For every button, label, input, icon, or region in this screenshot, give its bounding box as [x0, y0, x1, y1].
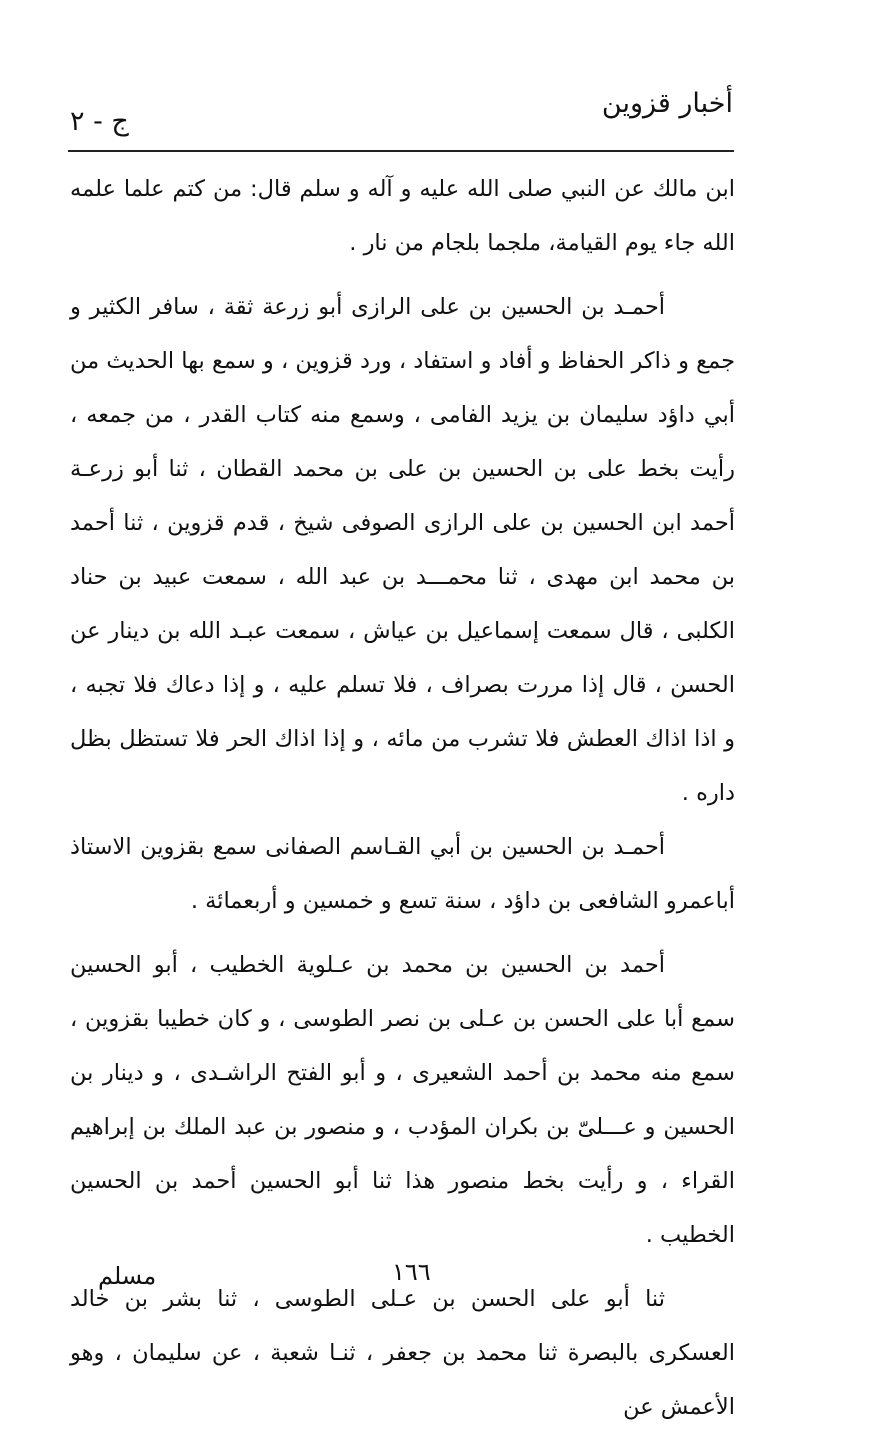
catchword: مسلم [98, 1262, 157, 1290]
paragraph-isnad: ثنا أبو على الحسن بن عـلى الطوسى ، ثنا بشر بن خالد العسكرى بالبصرة ثنا محمد بن جعفر ، ثنـا شعبة ، عن سليمان ، وهو الأعمش عن [70, 1286, 735, 1420]
header-divider [68, 150, 734, 152]
paragraph-entry-abu-zura: أحمـد بن الحسين بن على الرازى أبو زرعة ثقة ، سافر الكثير و جمع و ذاكر الحفاظ و أفاد و استفاد ، ورد قزوين ، و سمع بها الحديث من أبي داؤد سليمان بن يزيد الفامى ، وسمع منه كتاب القدر ، من جمعه ، رأيت بخط على بن الحسين بن على بن محمد القطان ، ثنا أبو زرعـة أحمد ابن الحسين بن على الرازى الصوفى شيخ ، قدم قزوين ، ثنا أحمد بن محمد ابن مهدى ، ثنا محمـــد بن عبد الله ، سمعت عبيد بن حناد الكلبى ، قال سمعت إسماعيل بن عياش ، سمعت عبـد الله بن دينار عن الحسن ، قال إذا مررت بصراف ، فلا تسلم عليه ، و إذا دعاك فلا تجبه ، و اذا اذاك العطش فلا تشرب من مائه ، و إذا اذاك الحر فلا تستظل بظل داره . [70, 294, 735, 806]
paragraph-entry-saffani: أحمـد بن الحسين بن أبي القـاسم الصفانى سمع بقزوين الاستاذ أباعمرو الشافعى بن داؤد ، سنة تسع و خمسين و أربعمائة . [70, 834, 735, 914]
running-head-volume: ج - ٢ [70, 106, 129, 137]
paragraph-entry-ibn-alawiya: أحمد بن الحسين بن محمد بن عـلوية الخطيب ، أبو الحسين سمع أبا على الحسن بن عـلى بن نصر الطوسى ، و كان خطيبا بقزوين ، سمع منه محمد بن أحمد الشعيرى ، و أبو الفتح الراشـدى ، و دينار بن الحسين و عـــلىّ بن بكران المؤدب ، و منصور بن عبد الملك بن إبراهيم القراء ، و رأيت بخط منصور هذا ثنا أبو الحسين أحمد بن الحسين الخطيب . [70, 952, 735, 1248]
page-number: ١٦٦ [392, 1258, 431, 1286]
paragraph-continuation: ابن مالك عن النبي صلى الله عليه و آله و سلم قال: من كتم علما علمه الله جاء يوم القيامة، ملجما بلجام من نار . [70, 176, 735, 256]
page-body [70, 162, 735, 1434]
running-head-title: أخبار قزوين [601, 88, 733, 119]
